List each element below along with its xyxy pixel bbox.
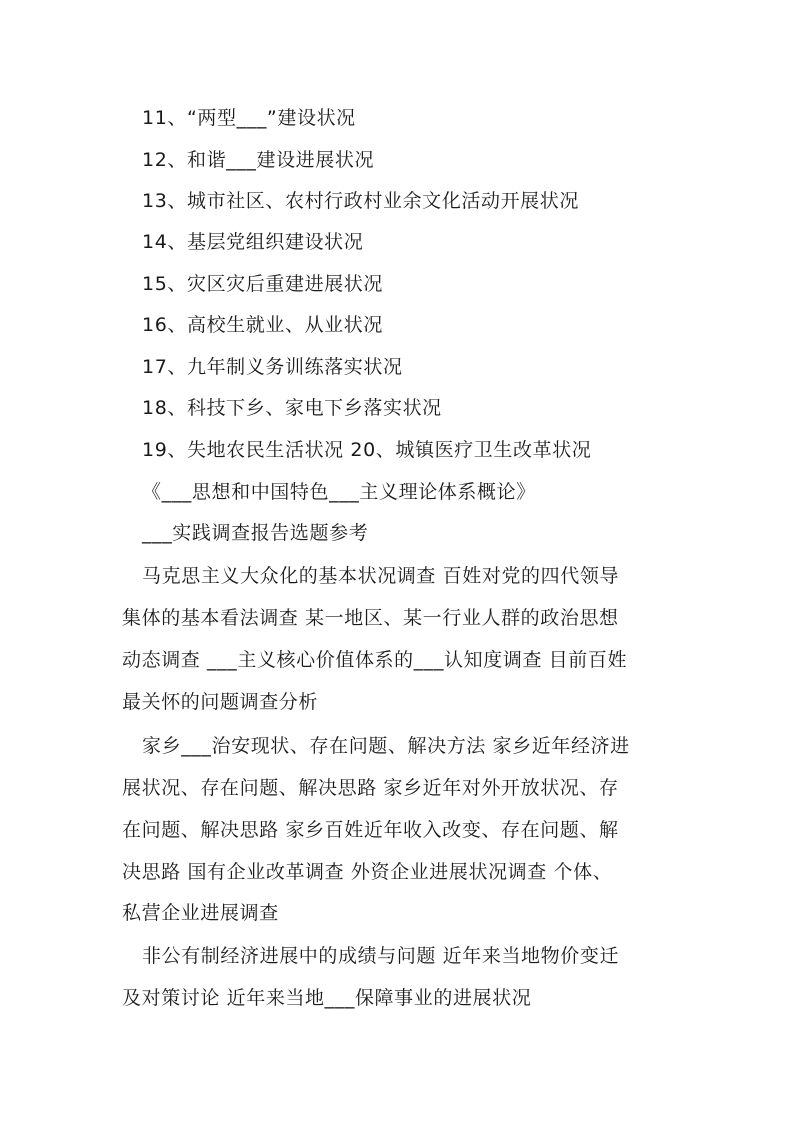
list-item: 17、九年制义务训练落实状况: [142, 356, 403, 378]
section-subheading: ___实践调查报告选题参考: [142, 522, 369, 544]
paragraph-line: 决思路 国有企业改革调查 外资企业进展状况调查 个体、: [122, 861, 613, 883]
list-item: 12、和谐___建设进展状况: [142, 149, 375, 171]
list-item: 15、灾区灾后重建进展状况: [142, 273, 383, 295]
list-item: 16、高校生就业、从业状况: [142, 314, 383, 336]
paragraph-line: 及对策讨论 近年来当地___保障事业的进展状况: [122, 987, 532, 1009]
paragraph-line: 动态调查 ___主义核心价值体系的___认知度调查 目前百姓: [122, 649, 628, 671]
list-item: 14、基层党组织建设状况: [142, 231, 364, 253]
paragraph-line: 集体的基本看法调查 某一地区、某一行业人群的政治思想: [122, 607, 619, 629]
paragraph-line: 私营企业进展调查: [122, 902, 279, 924]
paragraph-line: 展状况、存在问题、解决思路 家乡近年对外开放状况、存: [122, 777, 619, 799]
list-item: 13、城市社区、农村行政村业余文化活动开展状况: [142, 190, 579, 212]
section-heading: 《___思想和中国特色___主义理论体系概论》: [142, 481, 536, 503]
paragraph-line: 最关怀的问题调查分析: [122, 691, 319, 713]
paragraph-line: 马克思主义大众化的基本状况调查 百姓对党的四代领导: [142, 565, 620, 587]
paragraph-line: 在问题、解决思路 家乡百姓近年收入改变、存在问题、解: [122, 819, 619, 841]
list-item: 11、“两型___”建设状况: [142, 107, 356, 129]
list-item: 19、失地农民生活状况 20、城镇医疗卫生改革状况: [142, 439, 592, 461]
paragraph-line: 家乡___治安现状、存在问题、解决方法 家乡近年经济进: [142, 735, 630, 757]
list-item: 18、科技下乡、家电下乡落实状况: [142, 397, 442, 419]
paragraph-line: 非公有制经济进展中的成绩与问题 近年来当地物价变迁: [142, 945, 620, 967]
